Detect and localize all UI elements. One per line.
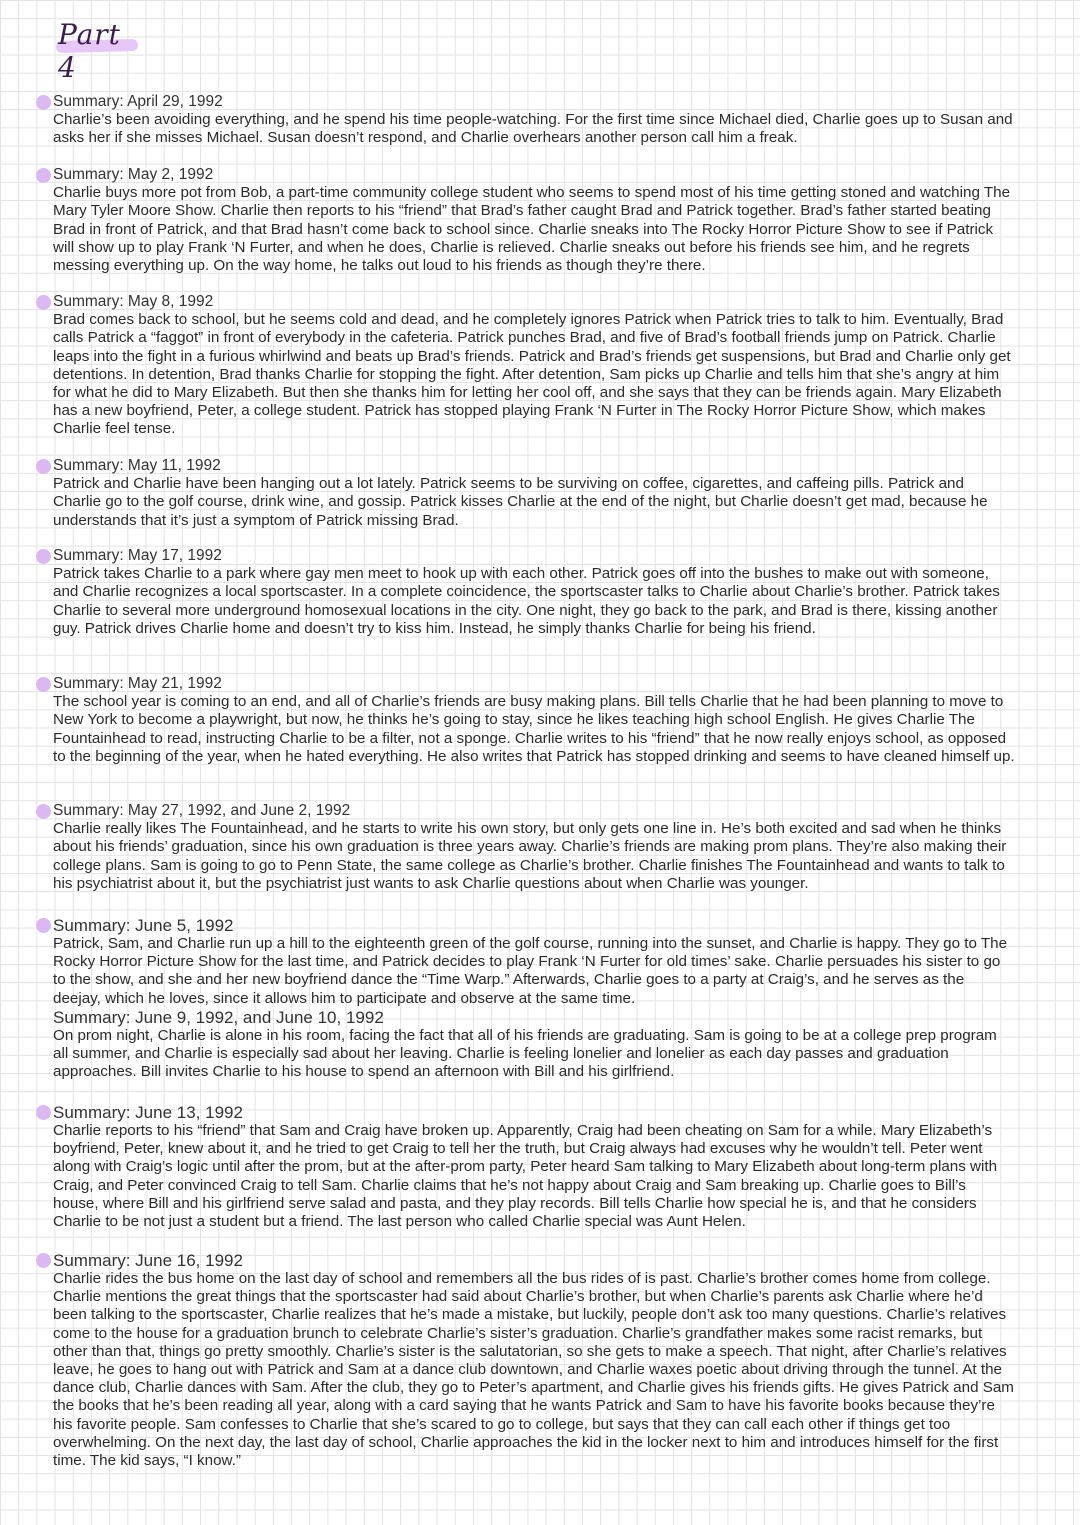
summary-heading: Summary: May 2, 1992	[53, 166, 214, 183]
bullet-dot-icon	[36, 295, 51, 310]
bullet-dot-icon	[36, 459, 51, 474]
page-title-area	[52, 18, 147, 84]
summary-body: Patrick takes Charlie to a park where gay men meet to hook up with each other. Patrick goes off into the bushes to make out with someone, and Charlie recognizes a local sportscaster. In a complete coincidence, the sportscaster talks to Charlie about Charlie’s brother. Patrick takes Charlie to several more underground homosexual locations in the city. One night, they go back to the park, and Brad is there, kissing another guy. Patrick drives Charlie home and doesn’t try to kiss him. Instead, he simply thanks Charlie for being his friend.	[53, 565, 1000, 637]
summary-section	[53, 916, 1015, 1081]
bullet-dot-icon	[36, 168, 51, 183]
summary-body: On prom night, Charlie is alone in his room, facing the fact that all of his friends are graduating. Sam is going to be at a college prep program all summer, and Charlie is especially sad about her leaving. Charlie is feeling lonelier and lonelier as each day passes and graduation approaches. Bill invites Charlie to his house to spend an afternoon with Bill and his girlfriend.	[53, 1026, 997, 1081]
summary-body: The school year is coming to an end, and all of Charlie’s friends are busy making plans. Bill tells Charlie that he had been planning to move to New York to become a playwright, but now, he thinks he’s going to stay, since he likes teaching high school English. He gives Charlie The Fountainhead to read, instructing Charlie to be a filter, not a sponge. Charlie writes to his “friend” that he now really enjoys school, as opposed to the beginning of the year, when he hated everything. He also writes that Patrick has stopped drinking and seems to have cleaned himself up.	[53, 693, 1015, 765]
summary-heading: Summary: June 9, 1992, and June 10, 1992	[53, 1007, 384, 1027]
summary-heading: Summary: April 29, 1992	[53, 93, 223, 110]
summary-heading: Summary: May 11, 1992	[53, 457, 221, 474]
bullet-dot-icon	[36, 1253, 51, 1268]
summary-section	[53, 166, 1015, 275]
bullet-dot-icon	[36, 804, 51, 819]
summary-heading: Summary: May 21, 1992	[53, 675, 222, 692]
summary-section	[53, 675, 1015, 766]
summary-heading: Summary: June 5, 1992	[53, 916, 234, 935]
bullet-dot-icon	[36, 549, 51, 564]
summary-body: Charlie reports to his “friend” that Sam and Craig have broken up. Apparently, Craig had been cheating on Sam for a while. Mary Elizabeth’s boyfriend, Peter, knew about it, and he tried to get Craig to tell her the truth, but Craig always had excuses why he wouldn’t tell. Peter went along with Craig’s logic until after the prom, but at the after-prom party, Peter heard Sam talking to Mary Elizabeth about long-term plans with Craig, and Peter convinced Craig to tell Sam. Charlie claims that he’s not happy about Craig and Sam breaking up. Charlie goes to Bill’s house, where Bill and his girlfriend serve salad and pasta, and they play records. Bill tells Charlie how special he is, and that he considers Charlie to be not just a student but a friend. The last person who called Charlie special was Aunt Helen.	[53, 1122, 998, 1231]
summary-body: Patrick and Charlie have been hanging out a lot lately. Patrick seems to be surviving on coffee, cigarettes, and caffeing pills. Patrick and Charlie go to the golf course, drink wine, and gossip. Patrick kisses Charlie at the end of the night, but Charlie doesn’t get mad, because he understands that it’s just a symptom of Patrick missing Brad.	[53, 475, 988, 529]
summary-body: Charlie really likes The Fountainhead, and he starts to write his own story, but only gets one line in. He’s both excited and sad when he thinks about his friends’ graduation, since his own graduation is three years away. Charlie’s friends are making prom plans. They’re also making their college plans. Sam is going to go to Penn State, the same college as Charlie’s brother. Charlie finishes The Fountainhead and wants to talk to his psychiatrist about it, but the psychiatrist just wants to ask Charlie questions about when Charlie was younger.	[53, 820, 1007, 892]
page-title: Part 4	[58, 18, 121, 84]
summary-section	[53, 1103, 1015, 1231]
summary-section	[53, 547, 1015, 638]
summary-section	[53, 802, 1015, 893]
bullet-dot-icon	[36, 95, 51, 110]
summary-heading: Summary: June 16, 1992	[53, 1251, 243, 1270]
summary-heading: Summary: May 27, 1992, and June 2, 1992	[53, 802, 351, 819]
summary-heading: Summary: June 13, 1992	[53, 1103, 243, 1122]
summary-section	[53, 457, 1015, 530]
summary-body: Brad comes back to school, but he seems cold and dead, and he completely ignores Patrick when Patrick tries to talk to him. Eventually, Brad calls Patrick a “faggot” in front of everybody in the cafeteria. Patrick punches Brad, and five of Brad’s football friends jump on Patrick. Charlie leaps into the fight in a furious whirlwind and beats up Brad’s friends. Patrick and Brad’s friends get suspensions, but Brad and Charlie only get detentions. In detention, Brad thanks Charlie for stopping the fight. After detention, Sam picks up Charlie and tells him that she’s angry at him for what he did to Mary Elizabeth. But then she thanks him for letting her cool off, and she says that they can be friends again. Mary Elizabeth has a new boyfriend, Peter, a college student. Patrick has stopped playing Frank ‘N Furter in The Rocky Horror Picture Show, which makes Charlie feel tense.	[53, 311, 1011, 438]
summary-body: Charlie’s been avoiding everything, and he spend his time people-watching. For the first time since Michael died, Charlie goes up to Susan and asks her if she misses Michael. Susan doesn’t respond, and Charlie overhears another person call him a freak.	[53, 111, 1013, 147]
summary-section	[53, 1251, 1015, 1470]
summary-body: Charlie rides the bus home on the last day of school and remembers all the bus rides of is past. Charlie’s brother comes home from college. Charlie mentions the great things that the sportscaster had said about Charlie’s brother, but when Charlie’s parents ask Charlie where he’d been talking to the sportscaster, Charlie realizes that he’s made a mistake, but luckily, people don’t ask too many questions. Charlie’s relatives come to the house for a graduation brunch to celebrate Charlie’s sister’s graduation. Charlie’s grandfather makes some racist remarks, but other than that, things go pretty smoothly. Charlie’s sister is the salutatorian, so she gets to make a speech. That night, after Charlie’s relatives leave, he goes to hang out with Patrick and Sam at a dance club downtown, and Charlie waxes poetic about driving through the tunnel. At the dance club, Charlie dances with Sam. After the club, they go to Peter’s apartment, and Charlie gives his friends gifts. He gives Patrick and Sam the books that he’s been reading all year, along with a card saying that he wants Patrick and Sam to have his favorite books because they’re his favorite people. Sam confesses to Charlie that she’s scared to go to college, but says that they can call each other if things get too overwhelming. On the next day, the last day of school, Charlie approaches the kid in the locker next to him and introduces himself for the first time. The kid says, “I know.”	[53, 1270, 1014, 1470]
bullet-dot-icon	[36, 677, 51, 692]
summary-heading: Summary: May 8, 1992	[53, 293, 214, 310]
summary-heading: Summary: May 17, 1992	[53, 547, 222, 564]
summary-body: Patrick, Sam, and Charlie run up a hill to the eighteenth green of the golf course, running into the sunset, and Charlie is happy. They go to The Rocky Horror Picture Show for the last time, and Patrick decides to play Frank ‘N Furter for old times’ sake. Charlie persuades his sister to go to the show, and she and her new boyfriend dance the “Time Warp.” Afterwards, Charlie goes to a party at Craig’s, and he serves as the deejay, which he loves, since it allows him to participate and observe at the same time.	[53, 935, 1008, 1007]
summary-section	[53, 293, 1015, 439]
summary-section	[53, 93, 1015, 148]
summary-body: Charlie buys more pot from Bob, a part-time community college student who seems to spend most of his time getting stoned and watching The Mary Tyler Moore Show. Charlie then reports to his “friend” that Brad’s father caught Brad and Patrick together. Brad’s father started beating Brad in front of Patrick, and that Brad hasn’t come back to school since. Charlie sneaks into The Rocky Horror Picture Show to see if Patrick will show up to play Frank ‘N Furter, and when he does, Charlie is relieved. Charlie sneaks out before his friends see him, and he regrets messing everything up. On the way home, he talks out loud to his friends as though they’re there.	[53, 184, 1011, 275]
bullet-dot-icon	[36, 918, 51, 933]
bullet-dot-icon	[36, 1105, 51, 1120]
